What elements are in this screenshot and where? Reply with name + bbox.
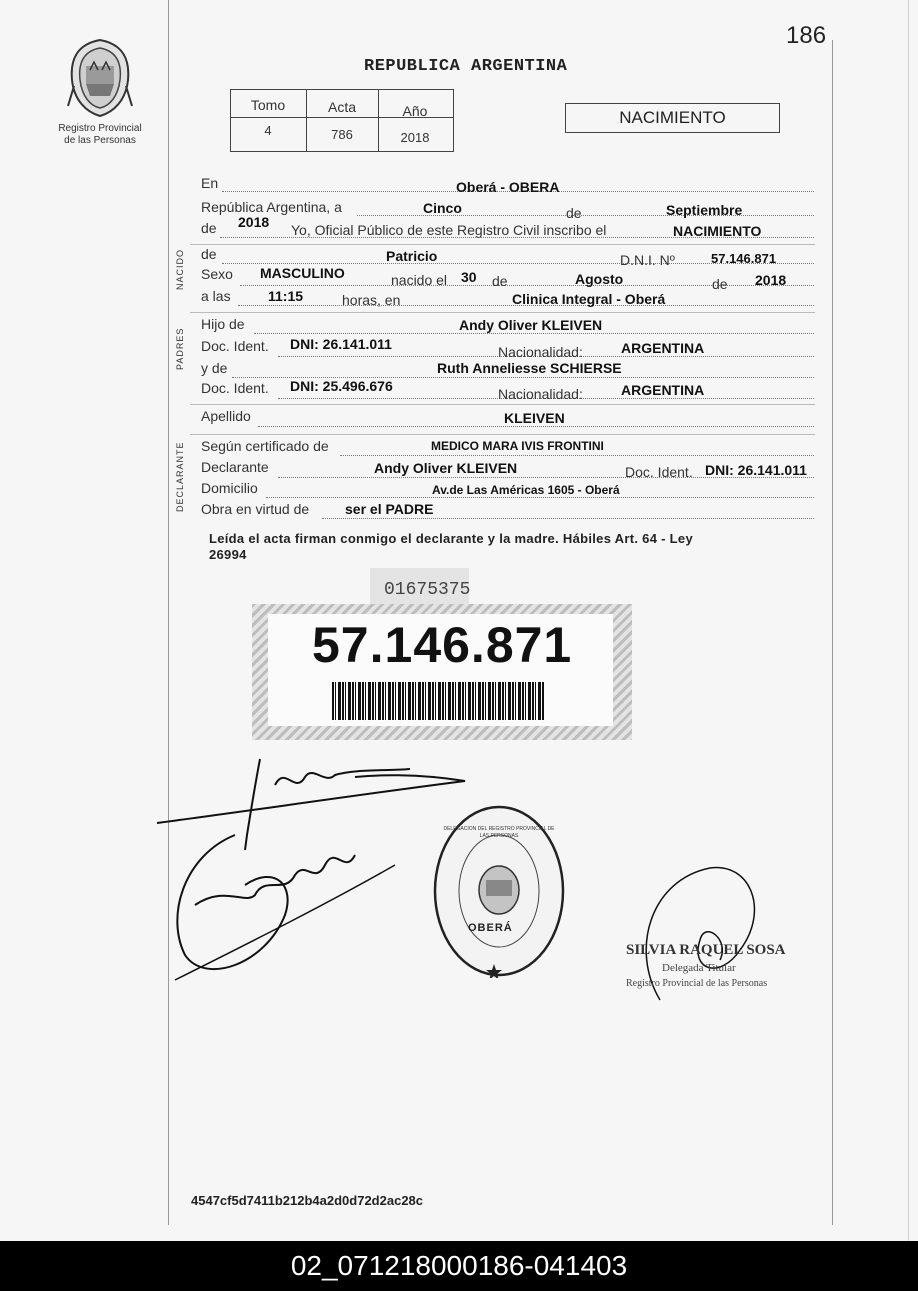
father-doc: DNI: 26.141.011 — [290, 336, 392, 352]
serial-stamp: 01675375 — [384, 580, 471, 600]
header-acta: Acta — [327, 99, 356, 115]
label-doc-ident: Doc. Ident. — [201, 380, 269, 396]
birth-year: 2018 — [755, 272, 787, 288]
declarant-name: Andy Oliver KLEIVEN — [374, 460, 518, 476]
officer-org: Registro Provincial de las Personas — [626, 978, 768, 989]
label-de: de — [201, 220, 217, 236]
label-declarante: Declarante — [201, 459, 269, 475]
mother-doc: DNI: 25.496.676 — [290, 378, 393, 394]
mother-nationality: ARGENTINA — [621, 382, 705, 398]
label-sexo: Sexo — [201, 266, 233, 282]
barcode — [332, 682, 544, 720]
label-en: En — [201, 175, 219, 191]
province-crest-logo — [64, 36, 136, 120]
label-de: de — [566, 205, 582, 221]
document-title: REPUBLICA ARGENTINA — [364, 57, 568, 76]
document-hash: 4547cf5d7411b212b4a2d0d72d2ac28c — [191, 1193, 424, 1208]
dotted-line — [258, 426, 814, 427]
registry-label — [48, 123, 152, 147]
label-y-de: y de — [201, 360, 228, 376]
value-tomo: 4 — [264, 123, 272, 138]
officer-title: Delegada Titular — [662, 962, 736, 974]
section-divider — [190, 244, 815, 245]
label-officer: Yo, Oficial Público de este Registro Civil inscribo el — [291, 222, 607, 238]
apellido-value: KLEIVEN — [504, 410, 565, 426]
dotted-line — [266, 497, 814, 498]
declarant-address: Av.de Las Américas 1605 - Oberá — [432, 483, 620, 497]
officer-name: SILVIA RAQUEL SOSA — [626, 942, 786, 958]
label-nacido-el: nacido el — [391, 272, 448, 288]
closing-line-2: 26994 — [209, 547, 247, 562]
registry-seal — [432, 804, 566, 978]
label-hijo-de: Hijo de — [201, 316, 245, 332]
section-divider — [190, 404, 815, 405]
seal-arc-text: DELEGACION DEL REGISTRO PROVINCIAL DE LAS PERSONAS — [443, 826, 555, 839]
label-apellido: Apellido — [201, 408, 251, 424]
section-declarante: DECLARANTE — [175, 441, 185, 512]
label-de: de — [492, 273, 508, 289]
label-domicilio: Domicilio — [201, 480, 258, 496]
label-doc-ident: Doc. Ident. — [625, 464, 693, 480]
page-edge — [908, 0, 909, 1241]
dotted-line — [322, 518, 814, 519]
declarant-doc: DNI: 26.141.011 — [705, 462, 807, 478]
registry-line-2: de las Personas — [64, 135, 136, 146]
father-nationality: ARGENTINA — [621, 340, 705, 356]
label-nacionalidad: Nacionalidad: — [498, 344, 583, 360]
closing-line-1: Leída el acta firman conmigo el declarante y la madre. Hábiles Art. 64 - Ley — [209, 531, 693, 546]
label-segun-certificado: Según certificado de — [201, 438, 329, 454]
section-divider — [190, 312, 815, 313]
date-day: Cinco — [423, 200, 462, 216]
section-divider — [190, 434, 815, 435]
label-dni: D.N.I. Nº — [620, 252, 675, 268]
header-tomo: Tomo — [250, 97, 286, 113]
dni-sticker — [252, 604, 632, 740]
date-event: NACIMIENTO — [673, 223, 762, 239]
footer-id: 02_071218000186-041403 — [0, 1241, 918, 1291]
mother-name: Ruth Anneliesse SCHIERSE — [437, 360, 622, 376]
child-name: Patricio — [386, 248, 438, 264]
child-sex: MASCULINO — [260, 265, 345, 281]
right-margin-line — [832, 40, 833, 1225]
mother-signature — [175, 835, 395, 980]
label-republica: República Argentina, a — [201, 199, 342, 215]
birth-time: 11:15 — [268, 288, 304, 304]
label-obra-en-virtud: Obra en virtud de — [201, 501, 310, 517]
label-de: de — [201, 246, 217, 262]
dotted-line — [254, 333, 814, 334]
label-nacionalidad: Nacionalidad: — [498, 386, 583, 402]
birth-place: Clinica Integral - Oberá — [512, 291, 666, 307]
closing-text — [209, 531, 693, 563]
left-margin-line — [168, 0, 169, 1225]
birth-day: 30 — [461, 269, 477, 285]
child-dni: 57.146.871 — [711, 251, 777, 266]
certificate-issuer: MEDICO MARA IVIS FRONTINI — [431, 439, 604, 453]
declarant-signature — [157, 759, 465, 850]
place-value: Oberá - OBERA — [456, 179, 560, 195]
label-horas: horas, en — [342, 292, 401, 308]
signatures-graphic — [155, 755, 475, 990]
birth-month: Agosto — [575, 271, 624, 287]
section-nacido: NACIDO — [175, 248, 185, 290]
record-type-box: NACIMIENTO — [565, 103, 780, 133]
label-a-las: a las — [201, 288, 231, 304]
date-year: 2018 — [238, 214, 270, 230]
section-padres: PADRES — [175, 327, 185, 370]
father-name: Andy Oliver KLEIVEN — [459, 317, 603, 333]
dotted-line — [340, 455, 814, 456]
registry-line-1: Registro Provincial — [58, 123, 142, 134]
date-month: Septiembre — [666, 202, 743, 218]
label-de: de — [712, 276, 728, 292]
label-doc-ident: Doc. Ident. — [201, 338, 269, 354]
seal-city: OBERÁ — [468, 922, 513, 934]
header-ano: Año — [402, 103, 428, 119]
value-ano: 2018 — [400, 130, 430, 145]
declarant-relation: ser el PADRE — [345, 501, 434, 517]
dni-sticker-number: 57.146.871 — [312, 617, 573, 673]
page-number: 186 — [786, 22, 827, 49]
value-acta: 786 — [331, 127, 353, 142]
